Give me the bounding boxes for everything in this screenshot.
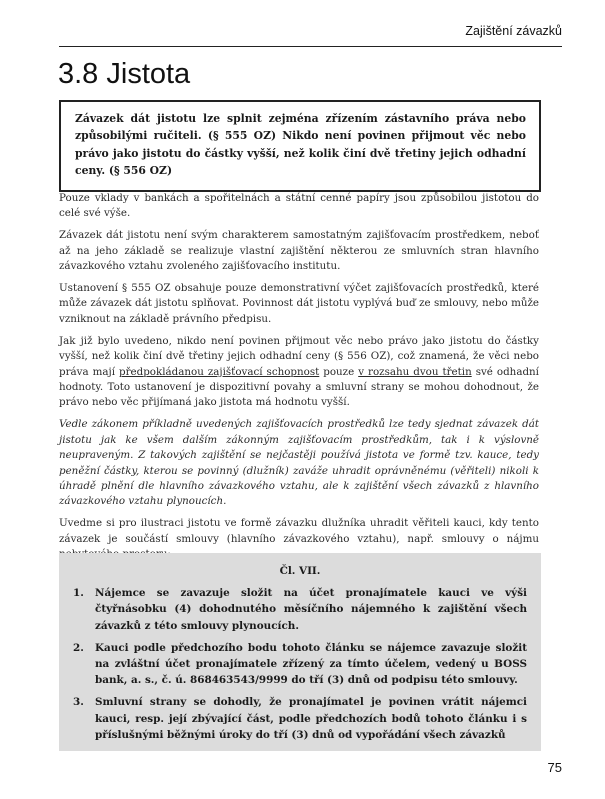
clause-number: 2. — [73, 641, 84, 654]
paragraph-3: Ustanovení § 555 OZ obsahuje pouze demonstrativní výčet zajišťovacích prostředků, které může závazek dát jistotu splňovat. Povinnost dát jistotu vyplývá buď ze smlouvy, nebo může vzniknout na základě právního předpisu. — [59, 282, 539, 325]
clause-number: 1. — [73, 587, 84, 600]
paragraph-5-italic: Vedle zákonem příkladně uvedených zajišťovacích prostředků lze tedy sjednat závazek dát jistotu jak ke všem dalším zákonným zajišťovacím prostředkům, tak i k výslovně neupraveným. Z takových zajištění se nejčastěji používá jistota ve formě tzv. kauce, tedy peněžní částky, kterou se povinný (dlužník) zaváže uhradit oprávněnému (věřiteli) nikoli k úhradě plnění dle hlavního závazkového vztahu, ale k zajištění všech závazků z hlavního závazkového vztahu plynoucích. — [59, 418, 539, 508]
paragraph-4-part-a: Jak již bylo uvedeno, nikdo není povinen přijmout věc nebo právo jako jistotu do částky vyšší, než kolik činí dvě třetiny jejich odhadní ceny (§ 556 OZ), což znamená, že věci nebo práva mají — [59, 334, 539, 378]
underlined-phrase-capability: předpokládanou zajišťovací schopnost — [119, 365, 320, 378]
paragraph-4-part-c: své odhadní hodnoty. Toto ustanovení je dispozitivní povahy a smluvní strany se mohou dohodnout, že právo nebo věc přijímaná jako jistota má hodnotu vyšší. — [59, 365, 539, 409]
contract-clause — [73, 640, 527, 689]
paragraph-1: Pouze vklady v bankách a spořitelnách a státní cenné papíry jsou způsobilou jistotou do celé své výše. — [59, 192, 539, 220]
running-head: Zajištění závazků — [465, 24, 562, 38]
clause-text: Smluvní strany se dohodly, že pronajímatel je povinen vrátit nájemci kauci, resp. její zbývající část, podle předchozích bodů tohoto článku i s příslušnými běžnými úroky do tří (3) dnů od vypořádání všech závazků — [95, 696, 527, 741]
clause-text: Nájemce se zavazuje složit na účet pronajímatele kauci ve výši čtyřnásobku (4) dohodnutého měsíčního nájemného k zajištění všech závazků z této smlouvy plynoucích. — [95, 587, 527, 632]
paragraph-6: Uvedme si pro ilustraci jistotu ve formě závazku dlužníka uhradit věřiteli kauci, kdy tento závazek je součástí smlouvy (hlavního závazkového vztahu), např. smlouvy o nájmu — [59, 517, 539, 545]
clause-text: Kauci podle předchozího bodu tohoto článku se nájemce zavazuje složit na zvláštní účet pronajímatele zřízený za tímto účelem, vedený u BOSS bank, a. s., č. ú. 868463543/9999 do tří (3) dnů od podpisu této smlouvy. — [95, 641, 527, 687]
paragraph-2: Závazek dát jistotu není svým charakterem samostatným zajišťovacím prostředkem, neboť až na jeho základě se realizuje vlastní zajištění některou ze smluvních stran hlavního závazkového vztahu zvoleného zajišťovacího institutu. — [59, 229, 539, 273]
paragraph-4-part-b: pouze — [319, 365, 359, 378]
underlined-phrase-two-thirds: v rozsahu dvou třetin — [358, 365, 472, 378]
chapter-title: 3.8 Jistota — [58, 58, 191, 90]
summary-text: Závazek dát jistotu lze splnit zejména zřízením zástavního práva nebo způsobilými ručiteli. (§ 555 OZ) Nikdo není povinen přijmout věc nebo právo jako jistotu do částky vyšší, než kolik činí dvě třetiny jejich odhadní ceny. (§ 556 OZ) — [75, 112, 526, 178]
contract-clause — [73, 694, 527, 743]
summary-box — [59, 100, 541, 192]
contract-clause-list — [73, 585, 527, 743]
paragraph-4 — [59, 334, 539, 411]
page-number: 75 — [547, 760, 562, 775]
contract-article-heading: Čl. VII. — [279, 565, 321, 577]
body-text — [59, 191, 539, 569]
contract-clause — [73, 585, 527, 634]
contract-excerpt-box — [59, 553, 541, 751]
header-rule — [59, 46, 562, 47]
clause-number: 3. — [73, 696, 84, 709]
